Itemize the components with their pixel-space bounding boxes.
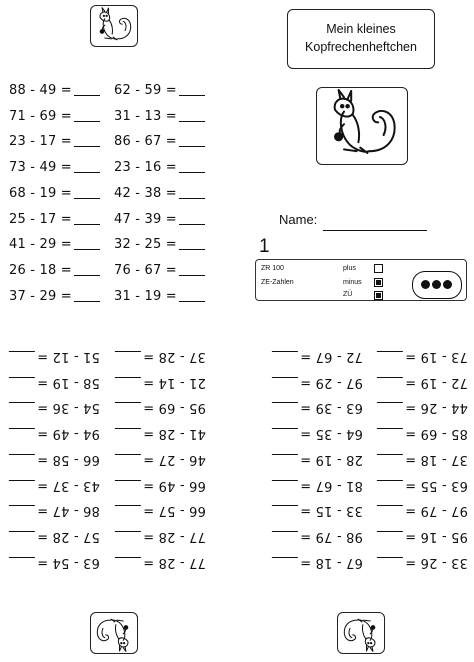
answer-blank[interactable] bbox=[9, 531, 35, 543]
problem-expression: 28 - 19 = bbox=[300, 451, 363, 467]
problem-expression: 37 - 18 = bbox=[405, 451, 468, 467]
problem-expression: 97 - 79 = bbox=[405, 503, 468, 519]
answer-blank[interactable] bbox=[377, 351, 403, 363]
answer-blank[interactable] bbox=[377, 377, 403, 389]
problem-expression: 72 - 19 = bbox=[405, 374, 468, 390]
math-problem bbox=[9, 529, 100, 544]
problem-expression: 86 - 67 = bbox=[114, 134, 177, 150]
math-problem bbox=[115, 349, 206, 364]
math-problem bbox=[9, 400, 100, 415]
answer-blank[interactable] bbox=[272, 505, 298, 517]
problem-expression: 95 - 69 = bbox=[143, 400, 206, 416]
answer-blank[interactable] bbox=[74, 110, 100, 122]
math-problem bbox=[115, 375, 206, 390]
answer-blank[interactable] bbox=[377, 454, 403, 466]
problem-expression: 72 - 67 = bbox=[300, 349, 363, 364]
answer-blank[interactable] bbox=[272, 428, 298, 440]
math-problem bbox=[272, 375, 363, 390]
answer-blank[interactable] bbox=[115, 480, 141, 492]
plus-label: plus bbox=[343, 265, 356, 272]
problem-expression: 26 - 18 = bbox=[9, 262, 72, 278]
math-problem bbox=[272, 400, 363, 415]
answer-blank[interactable] bbox=[115, 377, 141, 389]
problem-expression: 33 - 15 = bbox=[300, 503, 363, 519]
math-problem bbox=[377, 478, 468, 493]
problem-expression: 37 - 28 = bbox=[143, 349, 206, 364]
answer-blank[interactable] bbox=[74, 187, 100, 199]
answer-blank[interactable] bbox=[74, 135, 100, 147]
problem-expression: 21 - 14 = bbox=[143, 374, 206, 390]
math-problem bbox=[115, 452, 206, 467]
answer-blank[interactable] bbox=[9, 480, 35, 492]
answer-blank[interactable] bbox=[179, 161, 205, 173]
math-problem bbox=[114, 134, 205, 149]
math-problem bbox=[114, 186, 205, 201]
problem-expression: 33 - 26 = bbox=[405, 554, 468, 570]
answer-blank[interactable] bbox=[179, 264, 205, 276]
problem-expression: 43 - 37 = bbox=[37, 477, 100, 493]
answer-blank[interactable] bbox=[272, 402, 298, 414]
answer-blank[interactable] bbox=[179, 110, 205, 122]
problem-expression: 85 - 69 = bbox=[405, 426, 468, 442]
problem-expression: 81 - 67 = bbox=[300, 477, 363, 493]
math-problem bbox=[9, 375, 100, 390]
math-problem bbox=[114, 237, 205, 252]
problem-expression: 37 - 29 = bbox=[9, 288, 72, 304]
problem-expression: 32 - 25 = bbox=[114, 237, 177, 253]
problem-expression: 63 - 39 = bbox=[300, 400, 363, 416]
math-problem bbox=[9, 237, 100, 252]
math-problem bbox=[9, 555, 100, 570]
math-problem bbox=[9, 109, 100, 124]
math-problem bbox=[272, 478, 363, 493]
math-problem bbox=[272, 452, 363, 467]
problem-expression: 95 - 16 = bbox=[405, 528, 468, 544]
answer-blank[interactable] bbox=[9, 428, 35, 440]
ze-label: ZE-Zahlen bbox=[261, 279, 294, 286]
answer-blank[interactable] bbox=[115, 557, 141, 569]
problem-expression: 54 - 36 = bbox=[37, 400, 100, 416]
answer-blank[interactable] bbox=[115, 428, 141, 440]
problem-expression: 41 - 28 = bbox=[143, 426, 206, 442]
problem-expression: 63 - 55 = bbox=[405, 477, 468, 493]
math-problem bbox=[115, 400, 206, 415]
answer-blank[interactable] bbox=[115, 351, 141, 363]
answer-blank[interactable] bbox=[115, 454, 141, 466]
answer-blank[interactable] bbox=[377, 557, 403, 569]
problem-expression: 67 - 18 = bbox=[300, 554, 363, 570]
squirrel-logo-main bbox=[316, 87, 408, 165]
math-problem bbox=[114, 83, 205, 98]
answer-blank[interactable] bbox=[115, 531, 141, 543]
title-box bbox=[287, 9, 435, 69]
problem-expression: 31 - 19 = bbox=[114, 288, 177, 304]
problem-expression: 94 - 49 = bbox=[37, 426, 100, 442]
problem-expression: 63 - 54 = bbox=[37, 554, 100, 570]
math-problem bbox=[9, 452, 100, 467]
squirrel-icon bbox=[338, 613, 384, 653]
problem-expression: 97 - 29 = bbox=[300, 374, 363, 390]
math-problem bbox=[115, 555, 206, 570]
minus-label: minus bbox=[343, 279, 362, 286]
problem-expression: 51 - 12 = bbox=[37, 349, 100, 364]
title-line-1: Mein kleines bbox=[326, 22, 396, 36]
math-problem bbox=[114, 160, 205, 175]
answer-blank[interactable] bbox=[74, 213, 100, 225]
math-problem bbox=[377, 426, 468, 441]
math-problem bbox=[377, 555, 468, 570]
math-problem bbox=[114, 289, 205, 304]
math-problem bbox=[115, 503, 206, 518]
math-problem bbox=[9, 478, 100, 493]
answer-blank[interactable] bbox=[179, 187, 205, 199]
squirrel-icon bbox=[91, 6, 137, 46]
problem-expression: 47 - 39 = bbox=[114, 211, 177, 227]
problem-expression: 66 - 57 = bbox=[143, 503, 206, 519]
problem-expression: 44 - 26 = bbox=[405, 400, 468, 416]
problem-expression: 46 - 27 = bbox=[143, 451, 206, 467]
zu-checkbox[interactable] bbox=[374, 291, 383, 300]
answer-blank[interactable] bbox=[74, 84, 100, 96]
answer-blank[interactable] bbox=[9, 377, 35, 389]
math-problem bbox=[114, 109, 205, 124]
problem-expression: 42 - 38 = bbox=[114, 185, 177, 201]
problem-expression: 73 - 19 = bbox=[405, 349, 468, 364]
answer-blank[interactable] bbox=[74, 264, 100, 276]
math-problem bbox=[9, 289, 100, 304]
math-problem bbox=[9, 426, 100, 441]
problem-expression: 41 - 29 = bbox=[9, 237, 72, 253]
math-problem bbox=[115, 478, 206, 493]
problem-expression: 86 - 47 = bbox=[37, 503, 100, 519]
problem-expression: 88 - 49 = bbox=[9, 83, 72, 98]
math-problem bbox=[9, 83, 100, 98]
math-problem bbox=[9, 134, 100, 149]
squirrel-logo-top bbox=[90, 5, 138, 47]
math-problem bbox=[377, 503, 468, 518]
problem-expression: 71 - 69 = bbox=[9, 108, 72, 124]
squirrel-logo-bottom-left bbox=[90, 612, 138, 654]
math-problem bbox=[9, 186, 100, 201]
answer-blank[interactable] bbox=[179, 238, 205, 250]
problem-expression: 77 - 28 = bbox=[143, 554, 206, 570]
math-problem bbox=[9, 263, 100, 278]
math-problem bbox=[272, 349, 363, 364]
math-problem bbox=[9, 160, 100, 175]
math-problem bbox=[9, 212, 100, 227]
answer-blank[interactable] bbox=[9, 402, 35, 414]
answer-blank[interactable] bbox=[179, 213, 205, 225]
answer-blank[interactable] bbox=[179, 135, 205, 147]
squirrel-icon bbox=[317, 88, 407, 164]
squirrel-logo-bottom-right bbox=[337, 612, 385, 654]
problem-expression: 66 - 49 = bbox=[143, 477, 206, 493]
page-number: 1 bbox=[259, 236, 270, 257]
answer-blank[interactable] bbox=[377, 428, 403, 440]
math-problem bbox=[272, 529, 363, 544]
answer-blank[interactable] bbox=[377, 402, 403, 414]
problem-expression: 31 - 13 = bbox=[114, 108, 177, 124]
answer-blank[interactable] bbox=[377, 480, 403, 492]
math-problem bbox=[115, 426, 206, 441]
zu-label: ZÜ bbox=[343, 291, 353, 298]
answer-blank[interactable] bbox=[9, 351, 35, 363]
answer-blank[interactable] bbox=[377, 505, 403, 517]
problem-expression: 77 - 28 = bbox=[143, 528, 206, 544]
name-line[interactable] bbox=[323, 230, 427, 231]
problem-expression: 64 - 35 = bbox=[300, 426, 363, 442]
answer-blank[interactable] bbox=[74, 290, 100, 302]
zr-label: ZR 100 bbox=[261, 265, 284, 272]
problem-expression: 25 - 17 = bbox=[9, 211, 72, 227]
problem-expression: 68 - 19 = bbox=[9, 185, 72, 201]
answer-blank[interactable] bbox=[179, 84, 205, 96]
math-problem bbox=[377, 349, 468, 364]
math-problem bbox=[272, 555, 363, 570]
squirrel-icon bbox=[91, 613, 137, 653]
math-problem bbox=[377, 529, 468, 544]
answer-blank[interactable] bbox=[9, 454, 35, 466]
math-problem bbox=[9, 349, 100, 364]
answer-blank[interactable] bbox=[272, 480, 298, 492]
math-problem bbox=[115, 529, 206, 544]
answer-blank[interactable] bbox=[272, 557, 298, 569]
problem-expression: 98 - 79 = bbox=[300, 528, 363, 544]
problem-expression: 66 - 58 = bbox=[37, 451, 100, 467]
math-problem bbox=[272, 503, 363, 518]
math-problem bbox=[377, 452, 468, 467]
problem-expression: 76 - 67 = bbox=[114, 262, 177, 278]
math-problem bbox=[114, 263, 205, 278]
answer-blank[interactable] bbox=[9, 505, 35, 517]
problem-expression: 23 - 16 = bbox=[114, 160, 177, 176]
math-problem bbox=[272, 426, 363, 441]
answer-blank[interactable] bbox=[179, 290, 205, 302]
answer-blank[interactable] bbox=[272, 351, 298, 363]
math-problem bbox=[114, 212, 205, 227]
answer-blank[interactable] bbox=[272, 454, 298, 466]
answer-blank[interactable] bbox=[115, 505, 141, 517]
name-label: Name: bbox=[279, 212, 318, 227]
title-line-2: Kopfrechenheftchen bbox=[305, 40, 417, 54]
math-problem bbox=[9, 503, 100, 518]
plus-checkbox[interactable] bbox=[374, 264, 383, 273]
answer-blank[interactable] bbox=[377, 531, 403, 543]
problem-expression: 23 - 17 = bbox=[9, 134, 72, 150]
problem-expression: 57 - 28 = bbox=[37, 528, 100, 544]
answer-blank[interactable] bbox=[115, 402, 141, 414]
answer-blank[interactable] bbox=[272, 377, 298, 389]
answer-blank[interactable] bbox=[74, 238, 100, 250]
problem-expression: 73 - 49 = bbox=[9, 160, 72, 176]
answer-blank[interactable] bbox=[74, 161, 100, 173]
minus-checkbox[interactable] bbox=[374, 278, 383, 287]
problem-expression: 58 - 19 = bbox=[37, 374, 100, 390]
answer-blank[interactable] bbox=[9, 557, 35, 569]
three-dots-icon bbox=[412, 271, 462, 299]
math-problem bbox=[377, 375, 468, 390]
answer-blank[interactable] bbox=[272, 531, 298, 543]
math-problem bbox=[377, 400, 468, 415]
problem-expression: 62 - 59 = bbox=[114, 83, 177, 98]
